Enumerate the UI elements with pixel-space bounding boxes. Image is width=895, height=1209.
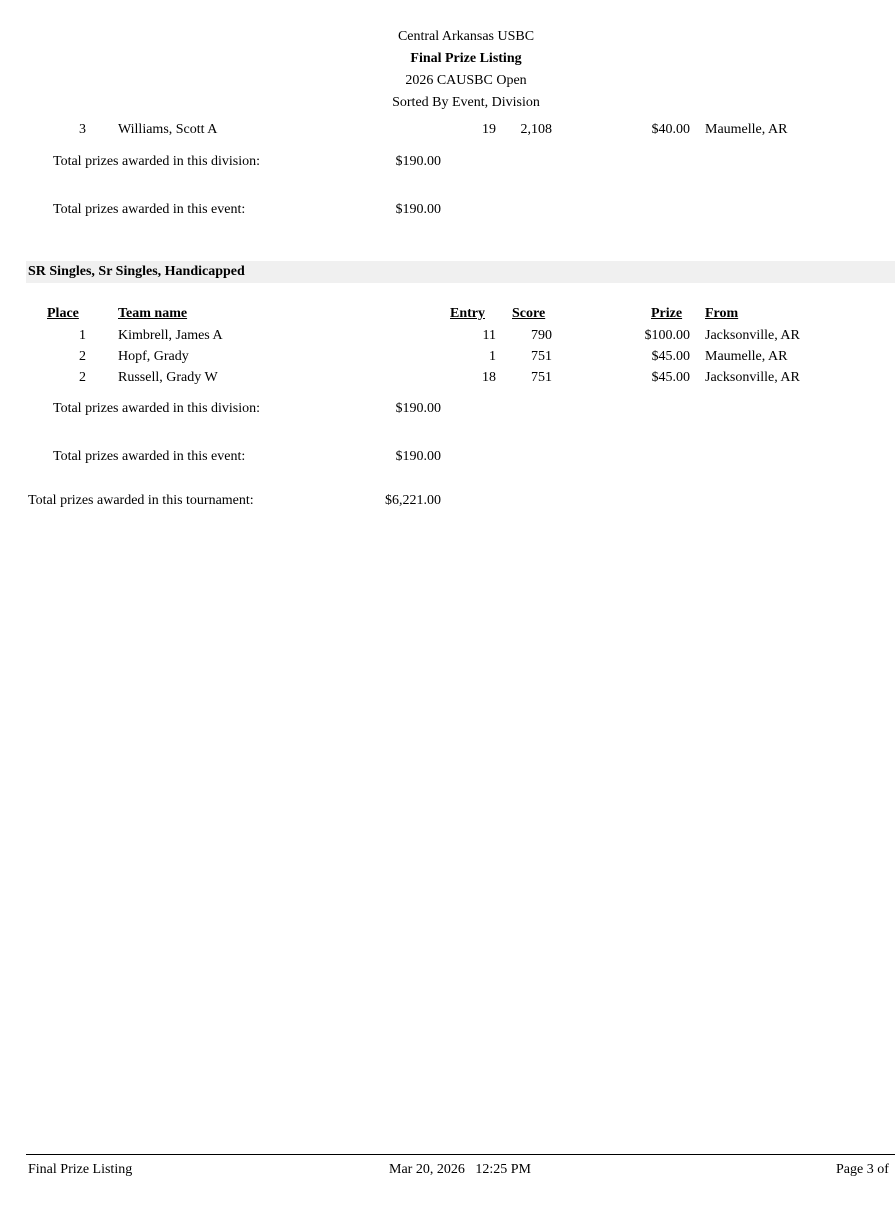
from-cell: Jacksonville, AR	[705, 328, 800, 343]
event-total-value: $190.00	[395, 449, 441, 464]
col-from: From	[705, 306, 739, 321]
place-cell: 2	[79, 349, 86, 364]
from-cell: Maumelle, AR	[705, 349, 788, 364]
name-cell: Williams, Scott A	[118, 122, 218, 137]
prize-cell: $100.00	[644, 328, 690, 343]
tournament-total-label: Total prizes awarded in this tournament:	[28, 493, 254, 508]
prize-cell: $45.00	[651, 349, 690, 364]
section-header	[26, 261, 895, 283]
score-cell: 751	[531, 370, 552, 385]
place-cell: 3	[79, 122, 86, 137]
division-total-label: Total prizes awarded in this division:	[53, 154, 261, 169]
score-cell: 2,108	[520, 122, 552, 137]
entry-cell: 19	[482, 122, 496, 137]
report-title: Final Prize Listing	[410, 51, 522, 66]
entry-cell: 1	[489, 349, 496, 364]
prize-cell: $45.00	[651, 370, 690, 385]
footer-divider	[26, 1154, 895, 1155]
col-score: Score	[512, 306, 546, 321]
name-cell: Russell, Grady W	[118, 370, 218, 385]
event-total-label: Total prizes awarded in this event:	[53, 202, 246, 217]
entry-cell: 11	[482, 328, 496, 343]
footer-timestamp: Mar 20, 2026 12:25 PM	[389, 1162, 531, 1177]
section-title: SR Singles, Sr Singles, Handicapped	[28, 264, 245, 279]
tournament-name: 2026 CAUSBC Open	[405, 73, 527, 88]
event-total-value: $190.00	[395, 202, 441, 217]
from-cell: Maumelle, AR	[705, 122, 788, 137]
prize-cell: $40.00	[651, 122, 690, 137]
footer-report-name: Final Prize Listing	[28, 1162, 133, 1177]
col-entry: Entry	[450, 306, 485, 321]
org-name: Central Arkansas USBC	[397, 29, 535, 44]
division-total-value: $190.00	[395, 154, 441, 169]
col-prize: Prize	[651, 306, 683, 321]
division-total-value: $190.00	[395, 401, 441, 416]
from-cell: Jacksonville, AR	[705, 370, 800, 385]
tournament-total-value: $6,221.00	[385, 493, 441, 508]
score-cell: 751	[531, 349, 552, 364]
place-cell: 1	[79, 328, 86, 343]
place-cell: 2	[79, 370, 86, 385]
sort-order: Sorted By Event, Division	[392, 95, 540, 110]
event-total-label: Total prizes awarded in this event:	[53, 449, 246, 464]
name-cell: Kimbrell, James A	[118, 328, 223, 343]
footer-page-number: Page 3 of	[836, 1162, 889, 1177]
name-cell: Hopf, Grady	[118, 349, 189, 364]
col-team-name: Team name	[118, 306, 188, 321]
score-cell: 790	[531, 328, 552, 343]
entry-cell: 18	[482, 370, 496, 385]
division-total-label: Total prizes awarded in this division:	[53, 401, 261, 416]
col-place: Place	[47, 306, 79, 321]
